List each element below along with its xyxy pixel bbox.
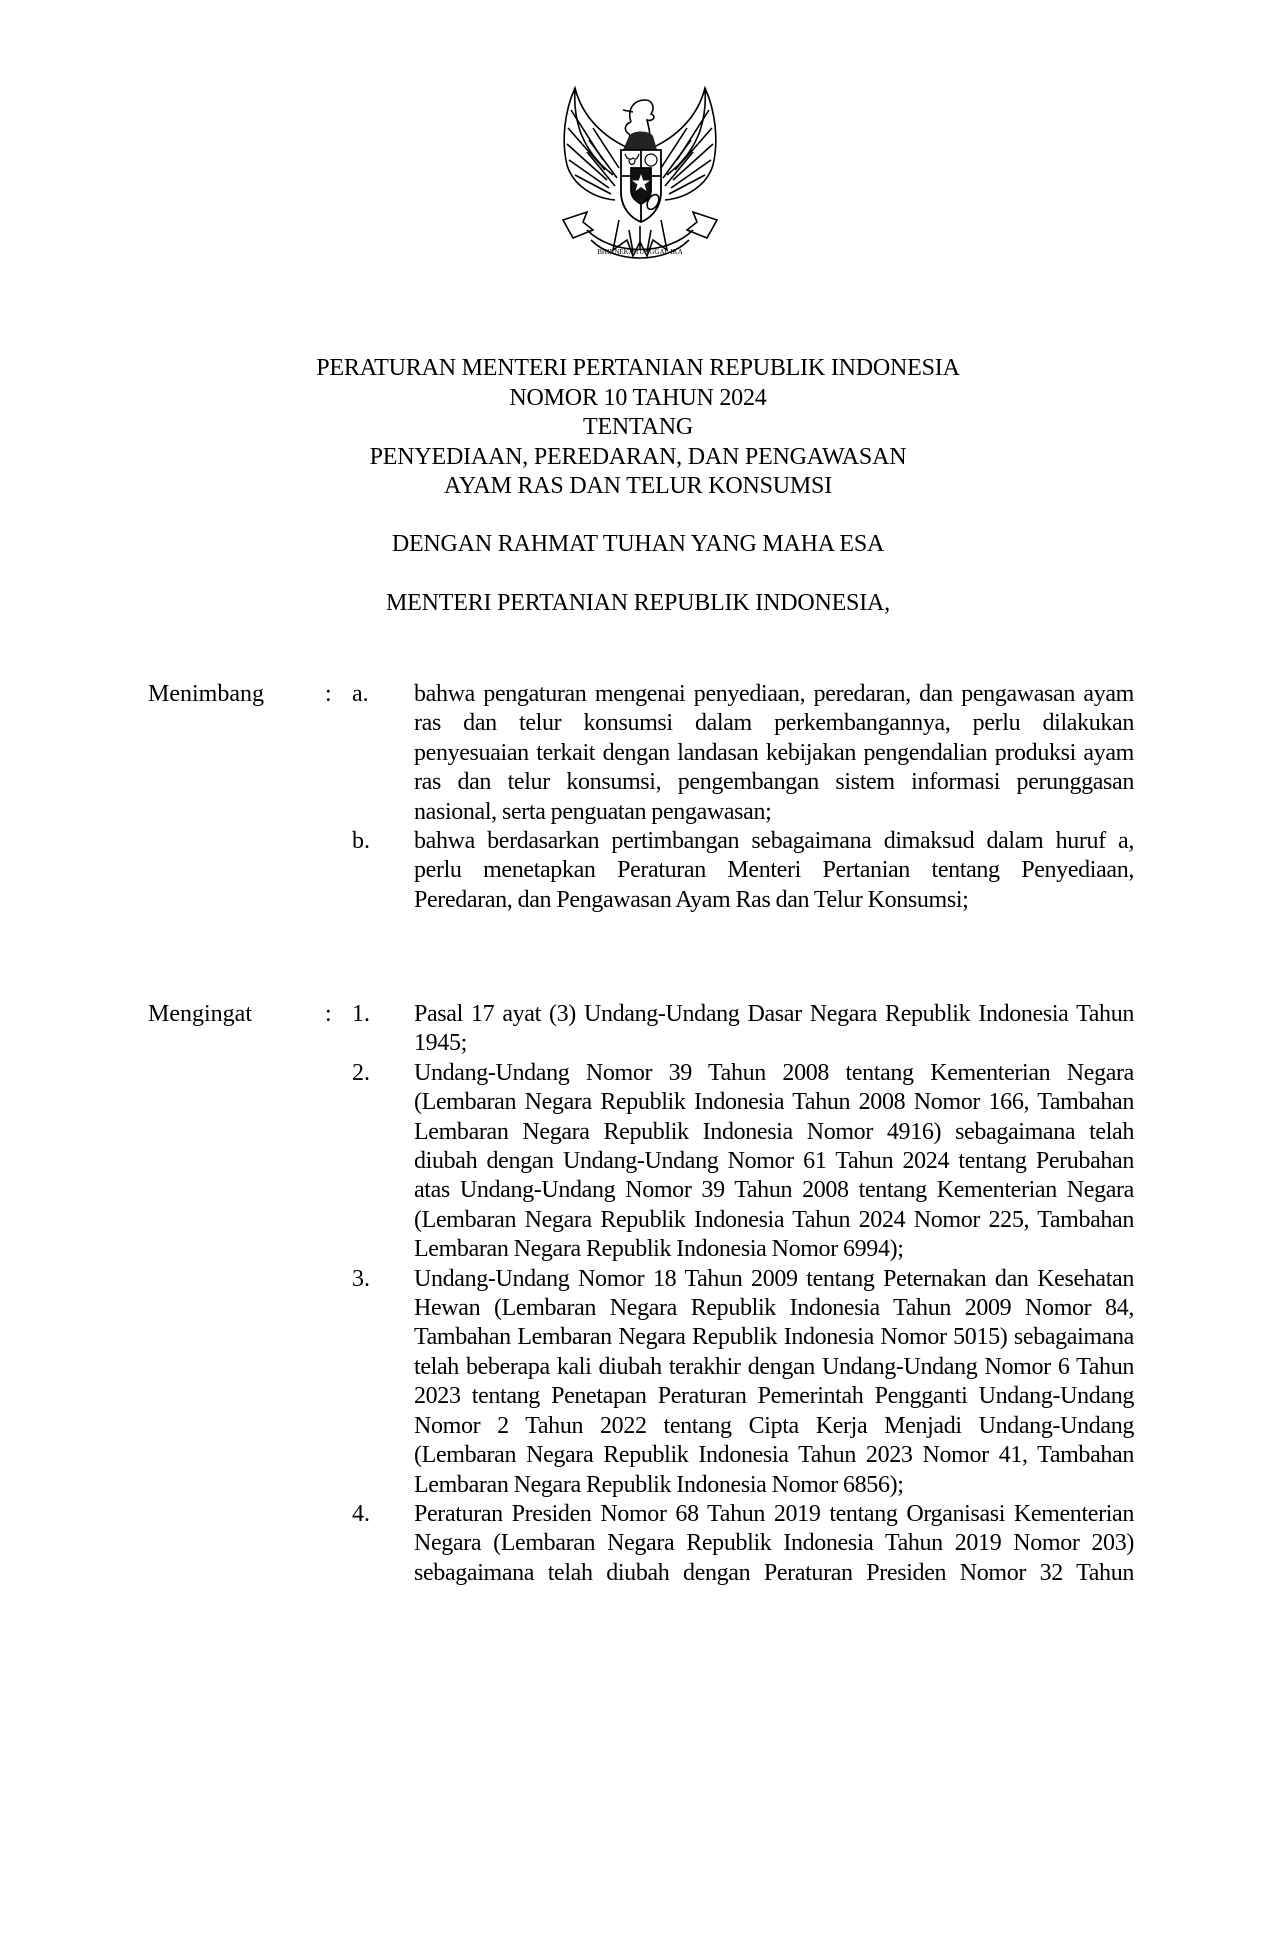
item-marker: a. <box>352 681 369 707</box>
section-mengingat <box>148 1000 1134 1588</box>
legal-basis-item <box>352 1500 1134 1588</box>
section-label: Mengingat <box>148 1001 252 1027</box>
item-text: Pasal 17 ayat (3) Undang-Undang Dasar Negara Republik Indonesia Tahun 1945; <box>414 1001 1134 1057</box>
section-colon: : <box>325 681 332 707</box>
item-marker: 4. <box>352 1500 370 1527</box>
item-text: Undang-Undang Nomor 18 Tahun 2009 tentang Peternakan dan Kesehatan Hewan (Lembaran Negara Republik Indonesia Tahun 2009 Nomor 84, Tambahan Lembaran Negara Republik Indonesia Nomor 5015) sebagaimana telah beberapa kali diubah terakhir dengan Undang-Undang Nomor 6 Tahun 2023 tentang Penetapan Peraturan Pemerintah Pengganti Undang-Undang Nomor 2 Tahun 2022 tentang Cipta Kerja Menjadi Undang-Undang (Lembaran Negara Republik Indonesia Tahun 2023 Nomor 41, Tambahan Lembaran Negara Republik Indonesia Nomor 6856); <box>414 1265 1134 1498</box>
considering-item <box>352 680 1134 827</box>
title-line: NOMOR 10 TAHUN 2024 <box>509 384 767 411</box>
section-menimbang <box>148 680 1134 915</box>
title-line: TENTANG <box>583 414 693 440</box>
garuda-emblem-icon <box>553 80 727 270</box>
legal-basis-item <box>352 1000 1134 1059</box>
blessing-line: DENGAN RAHMAT TUHAN YANG MAHA ESA <box>391 531 885 557</box>
section-colon: : <box>325 1001 332 1027</box>
legal-basis-item <box>352 1265 1134 1500</box>
title-line: PENYEDIAAN, PEREDARAN, DAN PENGAWASAN <box>369 443 907 470</box>
item-text: Peraturan Presiden Nomor 68 Tahun 2019 tentang Organisasi Kementerian Negara (Lembaran Negara Republik Indonesia Tahun 2019 Nomor 203) sebagaimana telah diubah dengan Peraturan Presiden Nomor 32 Tahun <box>414 1500 1134 1586</box>
item-text: bahwa pengaturan mengenai penyediaan, peredaran, dan pengawasan ayam ras dan telur konsumsi dalam perkembangannya, perlu dilakukan penyesuaian terkait dengan landasan kebijakan pengendalian produksi ayam ras dan telur konsumsi, pengembangan sistem informasi perunggasan nasional, serta penguatan pengawasan; <box>414 681 1134 825</box>
item-marker: b. <box>352 828 370 855</box>
legal-basis-item <box>352 1059 1134 1265</box>
item-marker: 2. <box>352 1059 370 1086</box>
title-line: AYAM RAS DAN TELUR KONSUMSI <box>444 473 832 499</box>
item-marker: 3. <box>352 1265 370 1292</box>
minister-line: MENTERI PERTANIAN REPUBLIK INDONESIA, <box>386 590 890 616</box>
item-text: Undang-Undang Nomor 39 Tahun 2008 tentang Kementerian Negara (Lembaran Negara Republik Indonesia Tahun 2008 Nomor 166, Tambahan Lembaran Negara Republik Indonesia Nomor 4916) sebagaimana telah diubah dengan Undang-Undang Nomor 61 Tahun 2024 tentang Perubahan atas Undang-Undang Nomor 39 Tahun 2008 tentang Kementerian Negara (Lembaran Negara Republik Indonesia Tahun 2024 Nomor 225, Tambahan Lembaran Negara Republik Indonesia Nomor 6994); <box>414 1059 1134 1263</box>
regulation-title <box>0 354 1276 502</box>
section-label: Menimbang <box>148 681 264 707</box>
considering-item <box>352 827 1134 915</box>
item-marker: 1. <box>352 1001 370 1027</box>
title-line: PERATURAN MENTERI PERTANIAN REPUBLIK INDONESIA <box>316 355 960 381</box>
item-text: bahwa berdasarkan pertimbangan sebagaimana dimaksud dalam huruf a, perlu menetapkan Peraturan Menteri Pertanian tentang Penyediaan, Peredaran, dan Pengawasan Ayam Ras dan Telur Konsumsi; <box>414 828 1134 913</box>
motto-text: BHINNEKA TUNGGAL IKA <box>597 248 683 256</box>
